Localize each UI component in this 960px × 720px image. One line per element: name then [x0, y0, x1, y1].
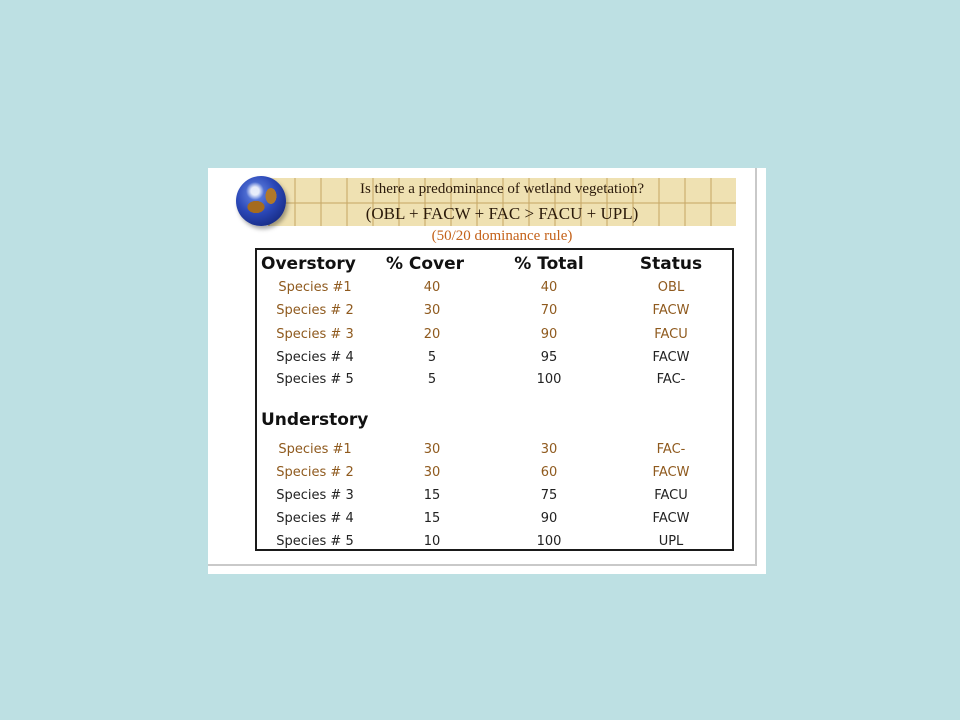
status-value: FACW [652, 465, 690, 480]
status-value: FACU [654, 327, 688, 342]
total-column-header: % Total [514, 254, 584, 274]
status-value: UPL [658, 534, 684, 549]
cover-value: 5 [427, 372, 437, 387]
species-name: Species # 5 [276, 372, 354, 387]
species-name: Species # 2 [276, 465, 354, 480]
dominance-rule-text: (50/20 dominance rule) [431, 228, 573, 244]
status-value: OBL [657, 280, 685, 295]
cover-value: 15 [423, 488, 441, 503]
slide-card [208, 168, 766, 574]
cover-value: 40 [423, 280, 441, 295]
species-name: Species # 2 [276, 303, 354, 318]
overstory-header: Overstory [261, 254, 356, 274]
species-name: Species # 5 [276, 534, 354, 549]
cover-value: 30 [423, 303, 441, 318]
total-value: 75 [540, 488, 558, 503]
species-name: Species # 4 [276, 350, 354, 365]
status-value: FACW [652, 303, 690, 318]
species-name: Species # 3 [276, 488, 354, 503]
total-value: 70 [540, 303, 558, 318]
question-text: Is there a predominance of wetland vegetation? [359, 181, 645, 197]
total-value: 30 [540, 442, 558, 457]
status-value: FAC- [656, 372, 686, 387]
total-value: 90 [540, 327, 558, 342]
cover-value: 5 [427, 350, 437, 365]
total-value: 40 [540, 280, 558, 295]
cover-value: 20 [423, 327, 441, 342]
cover-value: 10 [423, 534, 441, 549]
status-value: FACW [652, 350, 690, 365]
cover-value: 30 [423, 465, 441, 480]
cover-value: 30 [423, 442, 441, 457]
total-value: 100 [536, 372, 562, 387]
status-value: FAC- [656, 442, 686, 457]
species-name: Species #1 [278, 442, 352, 457]
total-value: 90 [540, 511, 558, 526]
total-value: 60 [540, 465, 558, 480]
species-name: Species # 3 [276, 327, 354, 342]
species-name: Species # 4 [276, 511, 354, 526]
status-value: FACU [654, 488, 688, 503]
understory-header: Understory [261, 410, 369, 430]
cover-column-header: % Cover [385, 254, 465, 274]
total-value: 100 [536, 534, 562, 549]
total-value: 95 [540, 350, 558, 365]
vegetation-table [255, 248, 734, 551]
cover-value: 15 [423, 511, 441, 526]
status-value: FACW [652, 511, 690, 526]
status-column-header: Status [639, 254, 703, 274]
species-name: Species #1 [278, 280, 352, 295]
formula-text: (OBL + FACW + FAC > FACU + UPL) [365, 204, 639, 223]
